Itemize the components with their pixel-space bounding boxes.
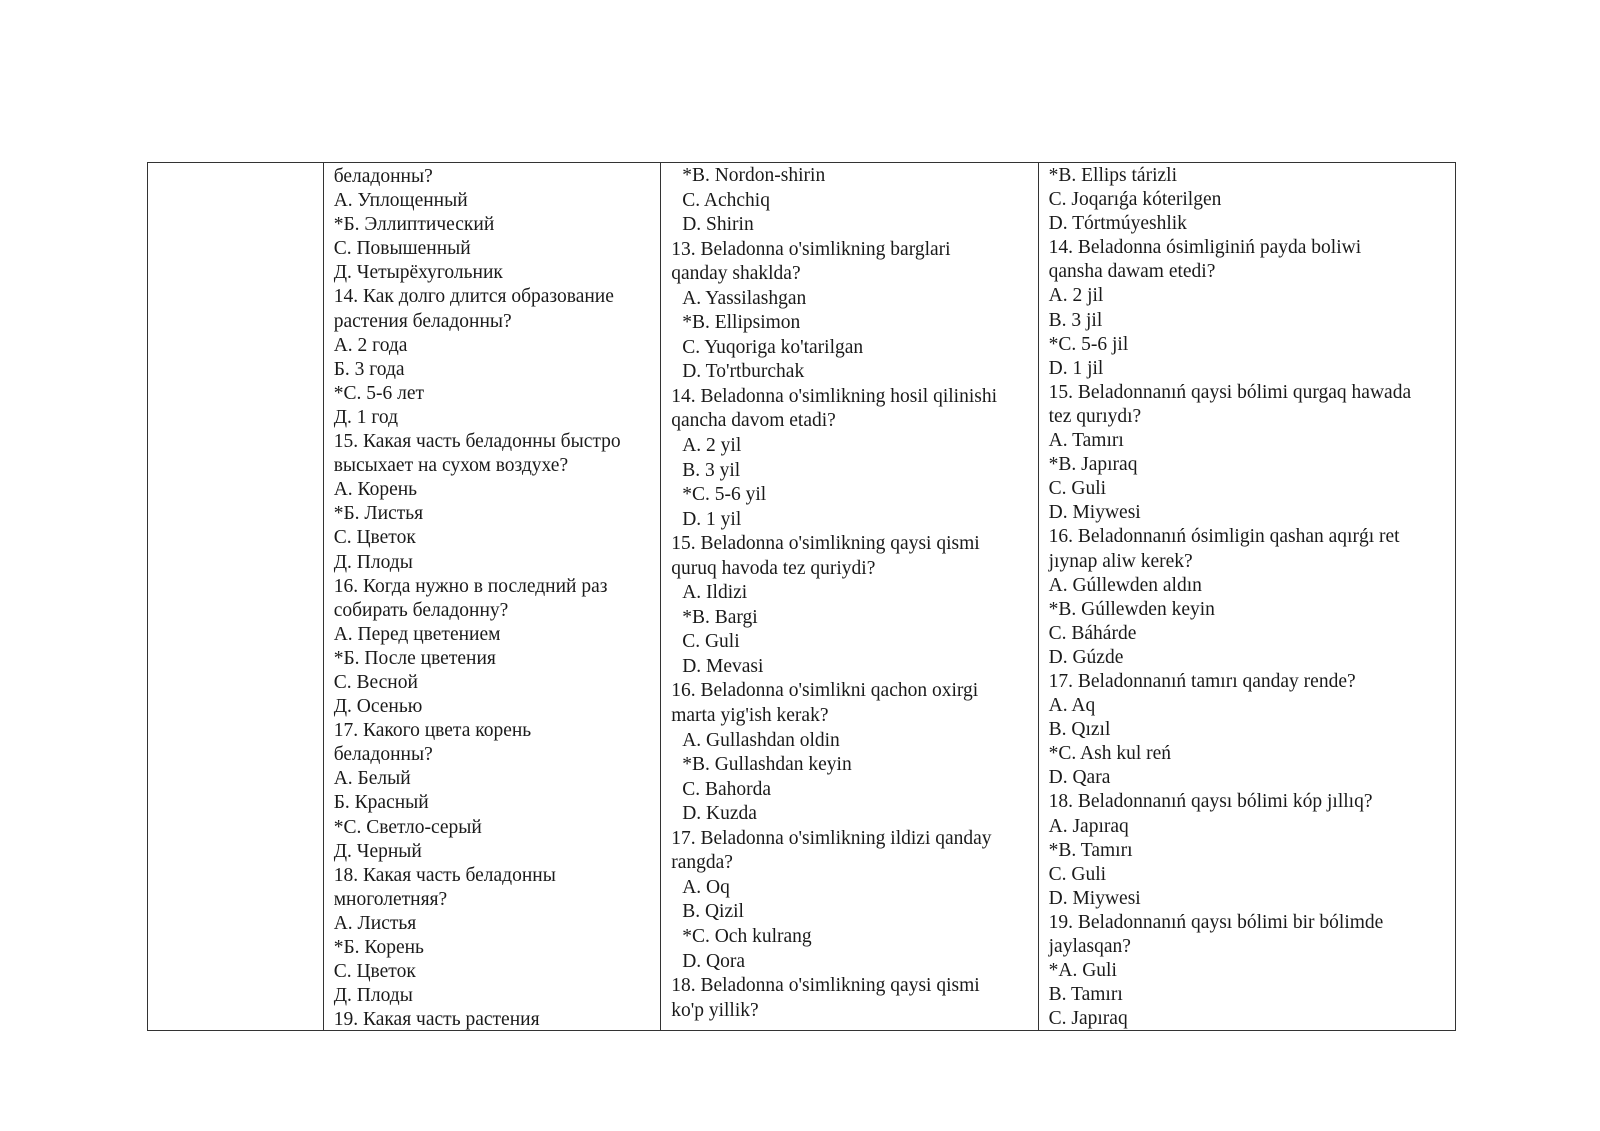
text-line: Д. Плоды [333,985,413,1007]
text-line: *B. Ellips tárizli [1048,165,1177,186]
text-line: А. 2 года [333,334,408,356]
text-line: rangda? [671,852,733,874]
text-line: С. Повышенный [333,238,471,260]
text-line: marta yig'ish kerak? [671,705,829,727]
text-line: 18. Какая часть беладонны [333,864,556,886]
text-line: 16. Beladonnanıń ósimligin qashan aqırǵı ret [1048,526,1400,548]
text-line: A. Oq [682,876,730,898]
text-line: *Б. Эллиптический [333,214,495,236]
text-line: *B. Gúllewden keyin [1048,598,1215,620]
text-line: B. 3 yil [682,459,741,481]
text-line: *Б. После цветения [333,647,496,669]
text-line: Д. Плоды [333,551,413,573]
text-line: D. Mevasi [682,655,764,677]
text-line: qansha dawam etedi? [1048,261,1216,283]
text-line: *Б. Корень [333,937,424,958]
text-line: A. Gúllewden aldın [1048,574,1202,596]
text-line: 17. Beladonnanıń tamırı qanday rende? [1048,670,1356,692]
text-line: B. Qızıl [1048,719,1111,741]
text-line: многолетняя? [333,888,448,910]
text-line: *B. Ellipsimon [682,312,801,334]
text-line: 18. Beladonna o'simlikning qaysi qismi [671,975,980,997]
text-line: 18. Beladonnanıń qaysı bólimi kóp jıllıq? [1048,791,1373,813]
text-line: tez qurıydı? [1048,405,1142,427]
text-line: С. Цветок [333,527,416,549]
text-line: 15. Какая часть беладонны быстро [333,431,621,453]
text-line: C. Joqarıǵa kóterilgen [1048,189,1222,211]
text-line: B. Qizil [682,901,744,923]
text-line: D. Kuzda [682,803,757,825]
text-line: B. 3 jil [1048,309,1103,331]
text-line: A. 2 yil [682,435,742,457]
text-line: A. Gullashdan oldin [682,729,840,751]
text-line: высыхает на сухом воздухе? [333,455,569,477]
text-line: *C. 5-6 jil [1048,333,1129,355]
text-line: беладонны? [333,744,433,766]
text-line: 16. Когда нужно в последний раз [333,575,608,597]
text-line: C. Japıraq [1048,1008,1128,1030]
text-line: 14. Beladonna ósimliginiń payda boliwi [1048,237,1362,259]
text-line: D. 1 jil [1048,357,1104,379]
text-line: Д. Четырёхугольник [333,262,503,284]
text-line: 15. Beladonnanıń qaysi bólimi qurgaq hawada [1048,381,1412,403]
text-line: D. Miywesi [1048,887,1141,909]
text-line: 13. Beladonna o'simlikning barglari [671,238,951,260]
text-line: D. To'rtburchak [682,361,805,383]
text-line: A. Yassilashgan [682,287,807,309]
text-line: *A. Guli [1048,960,1117,982]
text-line: jıynap aliw kerek? [1048,550,1193,572]
text-line: растения беладонны? [333,310,512,332]
text-line: A. 2 jil [1048,285,1104,307]
text-line: 19. Beladonnanıń qaysı bólimi bir bólimde [1048,911,1384,933]
text-line: 19. Какая часть растения [333,1009,540,1030]
text-line: *С. 5-6 лет [333,382,425,404]
text-line: C. Bahorda [682,778,772,800]
text-line: *C. Ash kul reń [1048,743,1172,765]
quiz-table [147,162,1456,1031]
text-line: D. Tórtmúyeshlik [1048,213,1187,235]
text-line: *B. Nordon-shirin [682,165,826,186]
text-line: А. Белый [333,768,411,790]
text-line: С. Цветок [333,961,416,983]
text-line: qancha davom etadi? [671,410,836,432]
text-line: 17. Какого цвета корень [333,720,532,742]
text-line: А. Корень [333,479,418,501]
text-line: qanday shaklda? [671,263,801,285]
text-line: Д. Осенью [333,696,423,718]
text-line: C. Achchiq [682,189,770,211]
text-line: B. Tamırı [1048,984,1123,1006]
text-line: C. Yuqoriga ko'tarilgan [682,336,864,358]
table-column-russian [324,163,661,1030]
text-line: D. Miywesi [1048,502,1141,524]
text-line: C. Guli [682,631,740,653]
text-line: A. Tamırı [1048,430,1124,452]
text-line: 14. Beladonna o'simlikning hosil qilinishi [671,385,998,407]
text-line: А. Уплощенный [333,190,468,212]
table-column-empty [148,163,324,1030]
text-line: *B. Bargi [682,606,758,628]
text-line: C. Guli [1048,478,1107,500]
text-line: С. Весной [333,671,418,693]
text-line: *B. Gullashdan keyin [682,754,852,776]
text-line: A. Japıraq [1048,815,1129,837]
text-line: *С. Светло-серый [333,816,482,838]
text-line: C. Báhárde [1048,622,1137,644]
text-line: Б. 3 года [333,358,405,380]
text-line: Д. 1 год [333,406,399,428]
text-line: A. Aq [1048,695,1096,717]
text-line: C. Guli [1048,863,1107,885]
text-line: D. Shirin [682,214,754,236]
text-line: Д. Черный [333,840,422,862]
text-line: Б. Красный [333,792,429,814]
text-line: А. Перед цветением [333,623,501,645]
text-line: *C. 5-6 yil [682,484,767,506]
text-line: 14. Как долго длится образование [333,286,614,308]
text-line: jaylasqan? [1048,936,1131,957]
text-line: *Б. Листья [333,503,424,525]
text-line: 17. Beladonna o'simlikning ildizi qanday [671,827,992,849]
text-line: quruq havoda tez quriydi? [671,557,876,579]
text-line: *B. Tamırı [1048,839,1133,861]
text-line: ko'p yillik? [671,999,759,1021]
text-line: *B. Japıraq [1048,454,1138,476]
text-line: D. Qara [1048,767,1111,789]
text-line: 16. Beladonna o'simlikni qachon oxirgi [671,680,979,702]
text-line: *C. Och kulrang [682,925,812,947]
text-line: D. Gúzde [1048,646,1124,668]
text-line: собирать беладонну? [333,599,509,621]
text-line: D. Qora [682,950,746,972]
text-line: беладонны? [333,166,433,187]
text-line: 15. Beladonna o'simlikning qaysi qismi [671,533,980,555]
text-line: А. Листья [333,912,417,934]
table-column-karakalpak [1039,163,1455,1030]
text-line: D. 1 yil [682,508,742,530]
table-column-uzbek [661,163,1038,1030]
text-line: A. Ildizi [682,582,748,604]
